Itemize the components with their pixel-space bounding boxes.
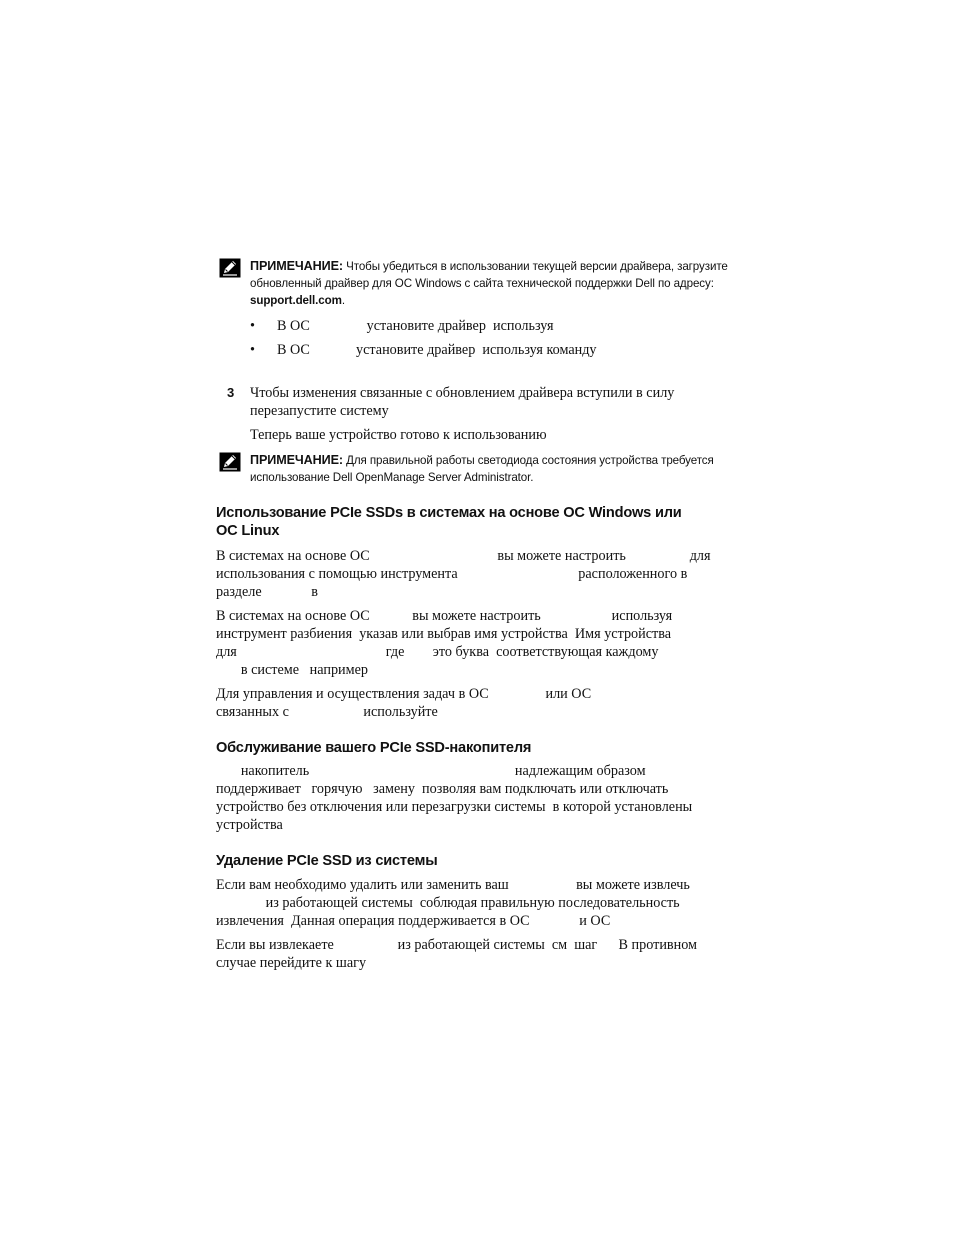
list-item: • В ОС установите драйвер используя (250, 314, 730, 338)
paragraph: В системах на основе ОС вы можете настроить для использования с помощью инструмента расположенного в разделе в (216, 548, 711, 600)
note-label: ПРИМЕЧАНИЕ: (250, 259, 343, 273)
note-pencil-icon (219, 452, 241, 472)
note-block-driver (216, 258, 736, 309)
note-label: ПРИМЕЧАНИЕ: (250, 453, 343, 467)
paragraph: Для управления и осуществления задач в ОС или ОС связанных с используйте (216, 686, 592, 720)
note-text: ПРИМЕЧАНИЕ: Чтобы убедиться в использовании текущей версии драйвера, загрузите обновленный драйвер для ОС Windows с сайта технической поддержки Dell по адресу: support.dell.com. (250, 259, 728, 307)
section-heading-windows-linux: Использование PCIe SSDs в системах на основе ОС Windows или ОС Linux (216, 505, 682, 539)
note-pencil-icon (219, 258, 241, 278)
paragraph: В системах на основе ОС вы можете настроить используя инструмент разбиения указав или выбрав имя устройства Имя устройства для где это буква соответствующая каждому в системе например (216, 608, 673, 678)
support-link[interactable]: support.dell.com (250, 294, 342, 307)
list-item: • В ОС установите драйвер используя команду (250, 338, 730, 362)
note-block-led (216, 452, 736, 486)
section-heading-removal: Удаление PCIe SSD из системы (216, 853, 438, 869)
note-text: ПРИМЕЧАНИЕ: Для правильной работы светодиода состояния устройства требуется использование Dell OpenManage Server Administrator. (250, 453, 714, 484)
step-3 (216, 384, 736, 420)
section-heading-maintenance: Обслуживание вашего PCIe SSD-накопителя (216, 740, 532, 756)
paragraph: Если вы извлекаете из работающей системы см шаг В противном случае перейдите к шагу (216, 937, 698, 971)
paragraph: накопитель надлежащим образом поддерживает горячую замену позволяя вам подключать или отключать устройство без отключения или перезагрузки системы в которой установлены устройства (216, 763, 693, 833)
ready-text: Теперь ваше устройство готово к использованию (250, 427, 547, 443)
driver-install-list (250, 314, 730, 362)
step-text: Чтобы изменения связанные с обновлением драйвера вступили в силу перезапустите систему (250, 385, 675, 419)
step-number: 3 (227, 385, 235, 400)
paragraph: Если вам необходимо удалить или заменить ваш вы можете извлечь из работающей системы соблюдая правильную последовательность извлечения Данная операция поддерживается в ОС и ОС (216, 877, 690, 929)
